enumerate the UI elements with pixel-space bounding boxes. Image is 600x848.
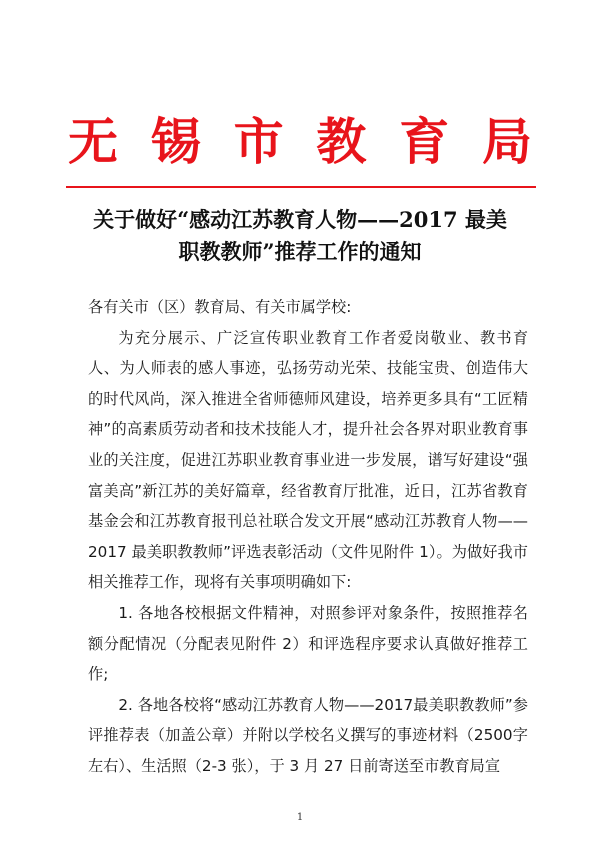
org-name-char: 局 <box>481 112 532 171</box>
page-number: 1 <box>296 812 304 823</box>
document-title-line-1: 关于做好“感动江苏教育人物——2017 最美 <box>93 207 507 232</box>
org-name-char: 教 <box>316 112 367 171</box>
body-paragraph-item-2: 2. 各地各校将“感动江苏教育人物——2017最美职教教师”参评推荐表（加盖公章）并附以学校名义撰写的事迹材料（2500字左右）、生活照（2-3 张），于 3 月 27 日前寄送至市教育局宣 <box>88 695 528 775</box>
org-name-char: 育 <box>399 112 450 171</box>
org-name-char: 锡 <box>150 112 201 171</box>
body-paragraph-item-1: 1. 各地各校根据文件精神，对照参评对象条件，按照推荐名额分配情况（分配表见附件 2）和评选程序要求认真做好推荐工作; <box>88 603 528 684</box>
issuing-authority-title <box>68 112 532 172</box>
addressee-line: 各有关市（区）教育局、有关市属学校: <box>88 298 352 316</box>
org-name-char: 无 <box>68 112 118 171</box>
body-paragraph-intro: 为充分展示、广泛宣传职业教育工作者爱岗敬业、教书育人、为人师表的感人事迹，弘扬劳动光荣、技能宝贵、创造伟大的时代风尚，深入推进全省师德师风建设，培养更多具有“工匠精神”的高素质劳动者和技术技能人才，提升社会各界对职业教育事业的关注度，促进江苏职业教育事业进一步发展，谱写好建设“强富美高”新江苏的美好篇章，经省教育厅批准，近日，江苏省教育基金会和江苏教育报刊总社联合发文开展“感动江苏教育人物——2017 最美职教教师”评选表彰活动（文件见附件 1）。为做好我市相关推荐工作，现将有关事项明确如下: <box>88 328 528 592</box>
document-title <box>60 204 540 268</box>
org-name-char: 市 <box>233 112 284 171</box>
red-header-divider <box>66 186 536 188</box>
document-body <box>88 292 528 782</box>
document-title-line-2: 职教教师”推荐工作的通知 <box>178 239 422 264</box>
